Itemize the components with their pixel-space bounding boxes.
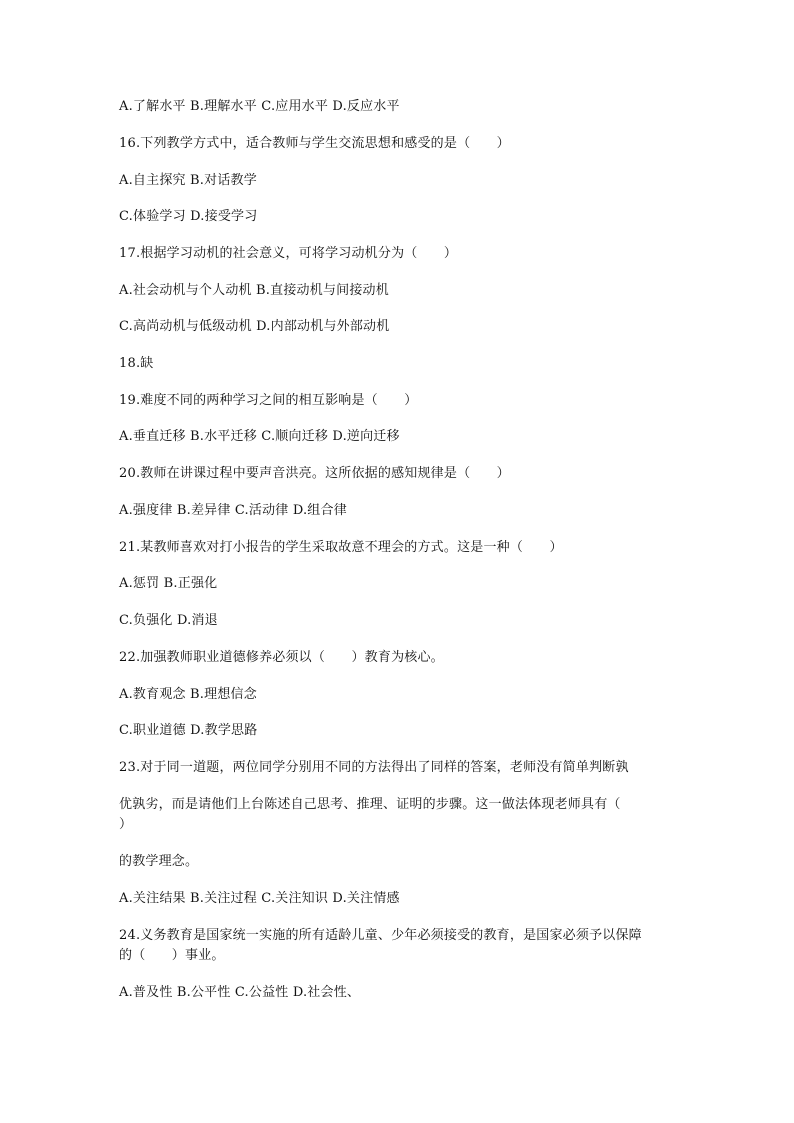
q16-options-cd: C.体验学习 D.接受学习 — [119, 209, 258, 224]
q23-options: A.关注结果 B.关注过程 C.关注知识 D.关注情感 — [119, 891, 400, 906]
q23-stem-line-2: 优孰劣，而是请他们上台陈述自己思考、推理、证明的步骤。这一做法体现老师具有（ — [119, 797, 621, 812]
q21-options-ab: A.惩罚 B.正强化 — [119, 576, 218, 591]
q23-stem-line-1: 23.对于同一道题，两位同学分别用不同的方法得出了同样的答案，老师没有简单判断孰 — [119, 760, 629, 775]
q22-stem: 22.加强教师职业道德修养必须以（ ）教育为核心。 — [119, 650, 444, 665]
q22-options-cd: C.职业道德 D.教学思路 — [119, 723, 258, 738]
q16-options-ab: A.自主探究 B.对话教学 — [119, 173, 257, 188]
q17-options-cd: C.高尚动机与低级动机 D.内部动机与外部动机 — [119, 319, 390, 334]
q19-stem: 19.难度不同的两种学习之间的相互影响是（ ） — [119, 393, 418, 408]
q20-stem: 20.教师在讲课过程中要声音洪亮。这所依据的感知规律是（ ） — [119, 466, 510, 481]
q20-options: A.强度律 B.差异律 C.活动律 D.组合律 — [119, 503, 347, 518]
q24-stem-line-1: 24.义务教育是国家统一实施的所有适龄儿童、少年必须接受的教育，是国家必须予以保障 — [119, 928, 642, 943]
q18-stem: 18.缺 — [119, 356, 154, 371]
q24-stem-line-2: 的（ ）事业。 — [119, 948, 225, 963]
q17-stem: 17.根据学习动机的社会意义，可将学习动机分为（ ） — [119, 246, 458, 261]
q22-options-ab: A.教育观念 B.理想信念 — [119, 687, 257, 702]
q17-options-ab: A.社会动机与个人动机 B.直接动机与间接动机 — [119, 283, 389, 298]
q24-options: A.普及性 B.公平性 C.公益性 D.社会性、 — [119, 985, 361, 1000]
q23-stem-line-3: ） — [119, 817, 133, 832]
q19-options: A.垂直迁移 B.水平迁移 C.顺向迁移 D.逆向迁移 — [119, 429, 400, 444]
q16-stem: 16.下列教学方式中，适合教师与学生交流思想和感受的是（ ） — [119, 136, 510, 151]
q21-stem: 21.某教师喜欢对打小报告的学生采取故意不理会的方式。这是一种（ ） — [119, 540, 563, 555]
q21-options-cd: C.负强化 D.消退 — [119, 613, 218, 628]
q15-options: A.了解水平 B.理解水平 C.应用水平 D.反应水平 — [119, 99, 400, 114]
q23-stem-line-4: 的教学理念。 — [119, 854, 199, 869]
